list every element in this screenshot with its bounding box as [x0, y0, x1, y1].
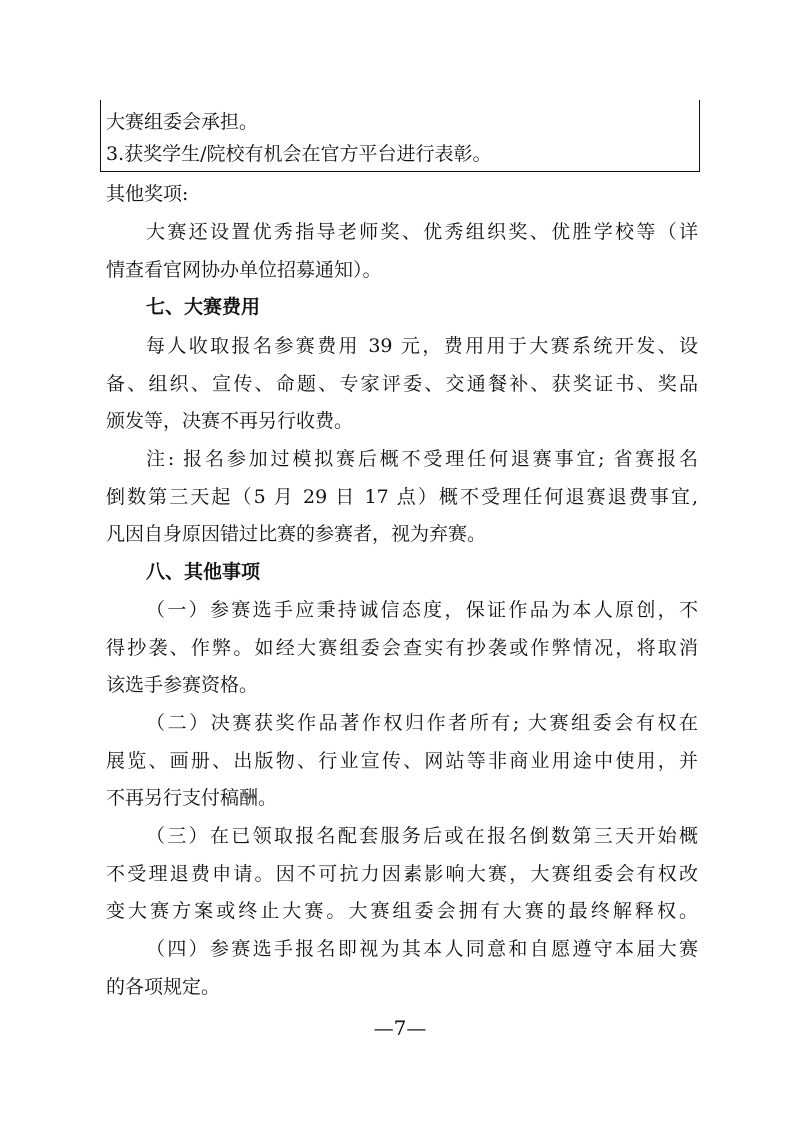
other-awards-line-1: 大赛还设置优秀指导老师奖、优秀组织奖、优胜学校等（详 [146, 221, 698, 243]
section-8-item-2-line-3: 不再另行支付稿酬。 [106, 787, 278, 809]
section-8-item-3-line-2: 不受理退费申请。因不可抗力因素影响大赛，大赛组委会有权改 [106, 863, 698, 885]
section-8-item-1-line-2: 得抄袭、作弊。如经大赛组委会查实有抄袭或作弊情况，将取消 [106, 637, 698, 659]
section-7-para-line-2: 备、组织、宣传、命题、专家评委、交通餐补、获奖证书、奖品 [106, 373, 698, 395]
section-8-item-1-line-1: （一）参赛选手应秉持诚信态度，保证作品为本人原创，不 [146, 599, 698, 621]
other-awards-title: 其他奖项: [106, 183, 189, 205]
section-7-note-line-1: 注: 报名参加过模拟赛后概不受理任何退赛事宜; 省赛报名 [146, 448, 698, 470]
section-8-item-1-line-3: 该选手参赛资格。 [106, 674, 259, 696]
page-number: —7— [373, 1016, 427, 1040]
section-8-heading: 八、其他事项 [146, 561, 261, 583]
section-7-note-line-2: 倒数第三天起（5 月 29 日 17 点）概不受理任何退赛退费事宜, [106, 486, 698, 508]
section-7-heading: 七、大赛费用 [146, 296, 261, 318]
section-8-item-3-line-1: （三）在已领取报名配套服务后或在报名倒数第三天开始概 [146, 825, 698, 847]
section-7-note-line-3: 凡因自身原因错过比赛的参赛者，视为弃赛。 [106, 523, 487, 545]
other-awards-line-2: 情查看官网协办单位招募通知）。 [106, 259, 382, 281]
box-line-2: 3.获奖学生/院校有机会在官方平台进行表彰。 [106, 143, 492, 165]
section-8-item-2-line-1: （二）决赛获奖作品著作权归作者所有; 大赛组委会有权在 [146, 712, 698, 734]
section-8-item-4-line-1: （四）参赛选手报名即视为其本人同意和自愿遵守本届大赛 [146, 938, 698, 960]
section-8-item-2-line-2: 展览、画册、出版物、行业宣传、网站等非商业用途中使用，并 [106, 750, 698, 772]
box-line-1: 大赛组委会承担。 [106, 111, 259, 133]
section-7-para-line-3: 颁发等，决赛不再另行收费。 [106, 410, 354, 432]
section-8-item-4-line-2: 的各项规定。 [106, 976, 221, 998]
section-7-para-line-1: 每人收取报名参赛费用 39 元，费用用于大赛系统开发、设 [146, 335, 698, 357]
section-8-item-3-line-3: 变大赛方案或终止大赛。大赛组委会拥有大赛的最终解释权。 [106, 900, 698, 922]
